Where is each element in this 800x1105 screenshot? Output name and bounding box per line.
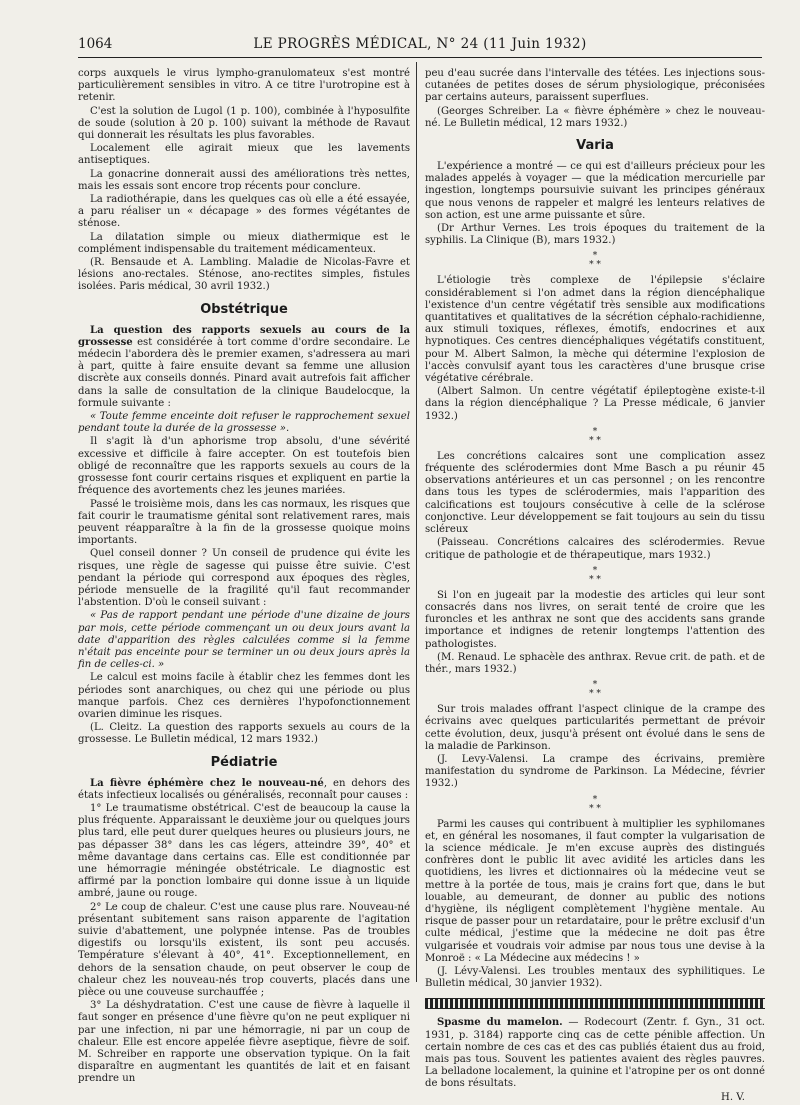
citation: (Albert Salmon. Un centre végétatif épileptogène existe-t-il dans la région diencéphalique ? La Presse médicale, 6 janvier 1932.) [425, 386, 765, 422]
paragraph: Quel conseil donner ? Un conseil de prudence qui évite les risques, une règle de sagesse qui puisse être suivie. C'est pendant la période qui correspond aux époques des règles, période mensuelle de la fragilité qu'il faut recommander l'abstention. D'où le conseil suivant : [78, 548, 410, 609]
citation: (Georges Schreiber. La « fièvre éphémère » chez le nouveau-né. Le Bulletin médical, 12 mars 1932.) [425, 105, 765, 129]
citation: (J. Lévy-Valensi. Les troubles mentaux des syphilitiques. Le Bulletin médical, 30 janvier 1932). [425, 965, 765, 990]
separator-stars: * * * [589, 794, 601, 814]
article-lead: La question des rapports sexuels au cours de la grossesse [78, 324, 410, 348]
right-column [425, 68, 765, 1105]
paragraph: Il s'agit là d'un aphorisme trop absolu, d'une sévérité excessive et difficile à faire accepter. On est toutefois bien obligé de reconnaître que les rapports sexuels au cours de la grossesse font courir certains risques et expliquent en partie la fréquence des avortements chez les jeunes mariées. [78, 436, 410, 497]
paragraph: L'expérience a montré — ce qui est d'ailleurs précieux pour les malades appelés à voyager — que la médication mercurielle par ingestion, longtemps poursuivie suivant les principes généraux que nous venons de rappeler et malgré les lenteurs relatives de son action, est une arme puissante et sûre. [425, 161, 765, 221]
paragraph: 1° Le traumatisme obstétrical. C'est de beaucoup la cause la plus fréquente. Apparaissant le deuxième jour ou quelques jours plus tard, elle peut durer quelques heures ou plusieurs jours, ne pas dépasser 38° dans les cas légers, atteindre 39°, 40° et même davantage dans certains cas. Elle est conditionnée par une hémorragie méningée obstétricale. Le diagnostic est affirmé par la ponction lombaire qui donne issue à un liquide ambré, jaune ou rouge. [78, 802, 410, 900]
page-number: 1064 [78, 36, 113, 52]
running-title: LE PROGRÈS MÉDICAL, N° 24 (11 Juin 1932) [253, 36, 587, 52]
article-lead: La fièvre éphémère chez le nouveau-né [90, 777, 324, 789]
paragraph: La dilatation simple ou mieux diathermique est le complément indispensable du traitement médicamenteux. [78, 231, 410, 255]
paragraph: Sur trois malades offrant l'aspect clinique de la crampe des écrivains avec quelques particularités permettant de prévoir cette évolution, deux, jusqu'à présent ont évolué dans le sens de la maladie de Parkinson. [425, 704, 765, 752]
citation: (R. Bensaude et A. Lambling. Maladie de Nicolas-Favre et lésions ano-rectales. Sténose, ano-rectites simples, fistules isolées. Paris médical, 30 avril 1932.) [78, 257, 410, 293]
paragraph: La fièvre éphémère chez le nouveau-né, en dehors des états infectieux localisés ou généralisés, reconnaît pour causes : [78, 777, 410, 801]
column-divider [416, 62, 417, 982]
quotation: « Pas de rapport pendant une période d'une dizaine de jours par mois, cette période commençant un ou deux jours avant la date d'apparition des règles calculées comme si la femme n'était pas enceinte pour se terminer un ou deux jours après la fin de celles-ci. » [78, 610, 410, 671]
citation: (J. Levy-Valensi. La crampe des écrivains, première manifestation du syndrome de Parkinson. La Médecine, février 1932.) [425, 753, 765, 790]
paragraph: 2° Le coup de chaleur. C'est une cause plus rare. Nouveau-né présentant subitement sans raison apparente de l'agitation suivie d'abattement, une polypnée intense. Pas de troubles digestifs ou lorsqu'ils existent, ils sont peu accusés. Température s'élevant à 40°, 41°. Exceptionnellement, en dehors de la sensation chaude, on peut observer le coup de chaleur chez les nouveau-nés trop couverts, placés dans une pièce ou une couveuse surchauffée ; [78, 901, 410, 999]
separator-stars: * * * [589, 565, 601, 585]
section-heading-pediatrie: Pédiatrie [210, 754, 278, 770]
ornamental-band [425, 998, 765, 1009]
header-rule [78, 57, 762, 58]
paragraph: peu d'eau sucrée dans l'intervalle des tétées. Les injections sous-cutanées de petites doses de sérum physiologique, préconisées par certains auteurs, paraissent superflues. [425, 68, 765, 104]
separator-stars: * * * [589, 680, 601, 700]
paragraph: La gonacrine donnerait aussi des améliorations très nettes, mais les essais sont encore trop récents pour conclure. [78, 168, 410, 192]
signature: H. V. [721, 1091, 745, 1103]
citation: (Dr Arthur Vernes. Les trois époques du traitement de la syphilis. La Clinique (B), mars 1932.) [425, 223, 765, 247]
section-heading-obstetrique: Obstétrique [200, 301, 288, 317]
separator-stars: * * * [589, 426, 601, 446]
paragraph: corps auxquels le virus lympho-granulomateux s'est montré particulièrement sensibles in vitro. A ce titre l'urotropine est à retenir. [78, 68, 410, 104]
page-header [78, 36, 762, 56]
paragraph: La radiothérapie, dans les quelques cas où elle a été essayée, a paru réaliser un « décapage » des formes végétantes de sténose. [78, 194, 410, 230]
citation: (Paisseau. Concrétions calcaires des sclérodermies. Revue critique de pathologie et de thérapeutique, mars 1932.) [425, 537, 765, 561]
paragraph: L'étiologie très complexe de l'épilepsie s'éclaire considérablement si l'on admet dans la région diencéphalique l'existence d'un centre végétatif très sensible aux modifications quantitatives et qualitatives de la sécrétion céphalo-rachidienne, aux stimuli toxiques, réflexes, émotifs, endocrines et aux hypnotiques. Ces centres diencéphaliques végétatifs constituent, pour M. Albert Salmon, la mèche qui détermine l'explosion de l'accès convulsif ayant tous les caractères d'une brusque crise végétative cérébrale. [425, 275, 765, 385]
paragraph: Parmi les causes qui contribuent à multiplier les syphilomanes et, en général les nosomanes, il faut compter la vulgarisation de la science médicale. Je m'en excuse auprès des distingués confrères dont le public lit avec avidité les articles dans les quotidiens, les livres et dictionnaires où la médecine veut se mettre à la portée de tous, mais je crains fort que, dans le but louable, au demeurant, de donner au public des notions d'hygiène, ils négligent complètement l'hygiène mentale. Au risque de passer pour un retardataire, pour le prêtre exclusif d'un culte médical, j'estime que la médecine ne doit pas être vulgarisée et voudrais voir admise par nous tous une devise à la Monroë : « La Médecine aux médecins ! » [425, 818, 765, 964]
paragraph: Le calcul est moins facile à établir chez les femmes dont les périodes sont anarchiques, ou chez qui une période ou plus manque parfois. Chez ces dernières l'hypofonctionnement ovarien diminue les risques. [78, 672, 410, 720]
paragraph: La question des rapports sexuels au cours de la grossesse est considérée à tort comme d'ordre secondaire. Le médecin l'abordera dès le premier examen, s'adressera au mari à part, quitte à faire ensuite devant sa femme une allusion discrète aux conseils donnés. Pinard avait autrefois fait afficher dans la salle de consultation de la clinique Baudelocque, la formule suivante : [78, 324, 410, 409]
paragraph: C'est la solution de Lugol (1 p. 100), combinée à l'hyposulfite de soude (solution à 20 p. 100) suivant la méthode de Ravaut qui donnerait les résultats les plus favorables. [78, 105, 410, 142]
paragraph: Spasme du mamelon. — Rodecourt (Zentr. f. Gyn., 31 oct. 1931, p. 3184) rapporte cinq cas de cette pénible affection. Un certain nombre de ces cas et des cas publiés étaient dus au froid, mais pas tous. Souvent les patientes avaient des règles pauvres. La belladone localement, la quinine et l'atropine per os ont donné de bons résultats. [425, 1017, 765, 1090]
paragraph: Passé le troisième mois, dans les cas normaux, les risques que fait courir le traumatisme génital sont relativement rares, mais peuvent réapparaître à la fin de la grossesse quoique moins importants. [78, 498, 410, 547]
paragraph: Si l'on en jugeait par la modestie des articles qui leur sont consacrés dans nos livres, on serait tenté de croire que les furoncles et les anthrax ne sont que des accidents sans grande importance et indignes de retenir longtemps l'attention des pathologistes. [425, 589, 765, 650]
section-heading-varia: Varia [576, 138, 614, 154]
quotation: « Toute femme enceinte doit refuser le rapprochement sexuel pendant toute la durée de la grossesse ». [78, 411, 410, 435]
paragraph: Les concrétions calcaires sont une complication assez fréquente des sclérodermies dont Mme Basch a pu réunir 45 observations antérieures et un cas personnel ; on les rencontre dans tous les types de sclérodermies, mais l'apparition des calcifications est toujours consécutive à celle de la sclérose conjonctive. Leur développement se fait toujours au sein du tissu scléreux [425, 450, 765, 536]
paragraph: Localement elle agirait mieux que les lavements antiseptiques. [78, 143, 410, 167]
paragraph: 3° La déshydratation. C'est une cause de fièvre à laquelle il faut songer en présence d'une fièvre qu'on ne peut expliquer ni par une infection, ni par une hémorragie, ni par un coup de chaleur. Elle est encore appelée fièvre aseptique, fièvre de soif. M. Schreiber en rapporte une observation typique. On la fait disparaître en augmentant les quantités de lait et en faisant prendre un [78, 1000, 410, 1085]
article-lead: Spasme du mamelon. [437, 1017, 563, 1029]
citation: (M. Renaud. Le sphacèle des anthrax. Revue crit. de path. et de thér., mars 1932.) [425, 651, 765, 675]
citation: (L. Cleitz. La question des rapports sexuels au cours de la grossesse. Le Bulletin médical, 12 mars 1932.) [78, 722, 410, 746]
separator-stars: * * * [589, 251, 601, 271]
left-column [78, 68, 410, 1087]
